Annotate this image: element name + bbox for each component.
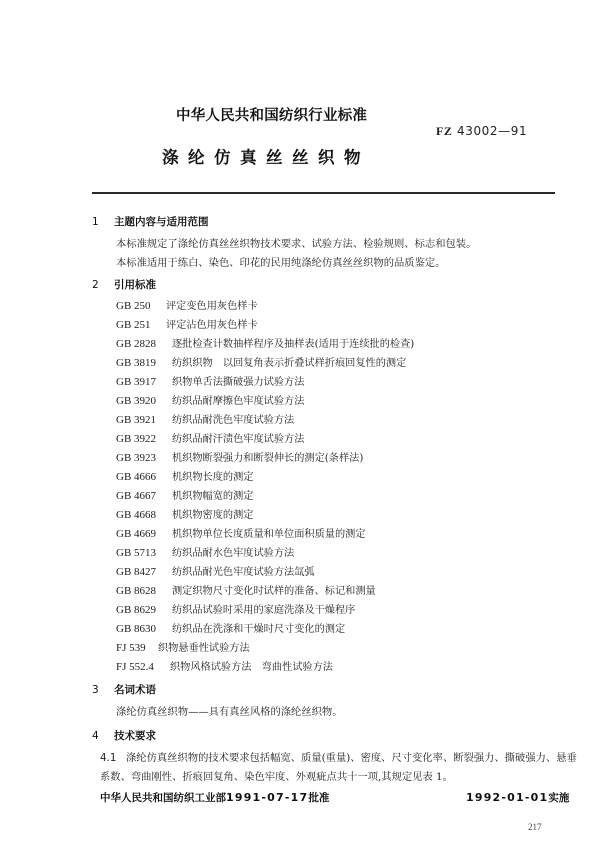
reference-code: GB 3920 xyxy=(116,395,157,407)
section-title: 主题内容与适用范围 xyxy=(114,216,209,228)
reference-title: 机织物长度的测定 xyxy=(172,472,254,483)
reference-item xyxy=(116,468,254,483)
reference-title: 机织物幅宽的测定 xyxy=(172,491,254,502)
reference-title: 测定织物尺寸变化时试样的准备、标记和测量 xyxy=(172,586,376,597)
reference-title: 评定变色用灰色样卡 xyxy=(166,301,258,312)
reference-code: GB 3922 xyxy=(116,433,157,445)
reference-code: FJ 539 xyxy=(116,642,146,654)
implementation-line xyxy=(466,790,569,805)
reference-code: GB 4666 xyxy=(116,471,157,483)
reference-title: 评定沾色用灰色样卡 xyxy=(166,320,258,331)
reference-title: 织物单舌法撕破强力试验方法 xyxy=(172,377,305,388)
reference-item xyxy=(116,563,315,578)
reference-title: 纺织品耐水色牢度试验方法 xyxy=(172,548,295,559)
section-number: 3 xyxy=(92,684,99,696)
reference-code: GB 251 xyxy=(116,319,151,331)
clause-text: 涤纶仿真丝织物的技术要求包括幅宽、质量(重量)、密度、尺寸变化率、断裂强力、撕破强力、悬垂 xyxy=(126,752,577,764)
section-heading-3 xyxy=(92,682,156,697)
reference-code: GB 8629 xyxy=(116,604,157,616)
reference-code: GB 4668 xyxy=(116,509,157,521)
reference-title: 纺织品耐洗色牢度试验方法 xyxy=(172,415,295,426)
reference-item xyxy=(116,582,376,597)
standard-prefix: FZ xyxy=(436,124,453,138)
reference-title: 机织物密度的测定 xyxy=(172,510,254,521)
reference-title: 纺织品耐汗渍色牢度试验方法 xyxy=(172,434,305,445)
document-title: 涤纶仿真丝丝织物 xyxy=(162,148,370,167)
reference-item xyxy=(116,620,345,635)
issuing-organization: 中华人民共和国纺织行业标准 xyxy=(176,108,368,124)
reference-title: 织物悬垂性试验方法 xyxy=(158,643,250,654)
reference-title: 纺织织物 以回复角表示折叠试样折痕回复性的测定 xyxy=(172,358,407,369)
reference-code: GB 8427 xyxy=(116,566,157,578)
reference-item xyxy=(116,506,254,521)
page-number: 217 xyxy=(528,822,542,832)
clause-4-1 xyxy=(100,749,577,764)
reference-item xyxy=(116,525,366,540)
reference-item xyxy=(116,601,355,616)
section-number: 2 xyxy=(92,279,99,291)
approval-label: 批准 xyxy=(308,792,330,804)
reference-code: GB 5713 xyxy=(116,547,157,559)
implementation-date: 1992-01-01 xyxy=(466,791,549,804)
reference-code: GB 2828 xyxy=(116,338,157,350)
reference-code: GB 3921 xyxy=(116,414,157,426)
reference-item xyxy=(116,316,258,331)
approval-date: 1991-07-17 xyxy=(226,791,309,804)
section-number: 4 xyxy=(92,730,99,742)
reference-title: 机织物单位长度质量和单位面积质量的测定 xyxy=(172,529,366,540)
reference-item xyxy=(116,639,250,654)
section-title: 技术要求 xyxy=(114,730,156,742)
reference-item xyxy=(116,430,304,445)
reference-item xyxy=(116,544,294,559)
reference-item xyxy=(116,354,406,369)
paragraph: 本标准适用于练白、染色、印花的民用纯涤纶仿真丝丝织物的品质鉴定。 xyxy=(116,257,446,269)
reference-code: FJ 552.4 xyxy=(116,661,154,673)
reference-code: GB 250 xyxy=(116,300,151,312)
reference-code: GB 8628 xyxy=(116,585,157,597)
standard-number: 43002—91 xyxy=(456,124,528,138)
section-title: 引用标准 xyxy=(114,279,156,291)
reference-title: 纺织品耐光色牢度试验方法氙弧 xyxy=(172,567,315,578)
reference-code: GB 4669 xyxy=(116,528,157,540)
reference-item xyxy=(116,449,363,464)
issuer: 中华人民共和国纺织工业部 xyxy=(100,792,226,804)
paragraph: 涤纶仿真丝织物——具有真丝风格的涤纶丝织物。 xyxy=(116,706,343,718)
section-number: 1 xyxy=(92,216,99,228)
reference-title: 织物风格试验方法 弯曲性试验方法 xyxy=(170,662,333,673)
implementation-label: 实施 xyxy=(548,792,570,804)
clause-4-1-continued: 系数、弯曲刚性、折痕回复角、染色牢度、外观疵点共十一项,其规定见表 1。 xyxy=(100,771,453,783)
clause-number: 4.1 xyxy=(100,752,117,764)
paragraph: 本标准规定了涤纶仿真丝丝织物技术要求、试验方法、检验规则、标志和包装。 xyxy=(116,238,477,250)
reference-item xyxy=(116,411,294,426)
reference-item xyxy=(116,373,304,388)
reference-code: GB 3917 xyxy=(116,376,157,388)
reference-code: GB 3923 xyxy=(116,452,157,464)
reference-item xyxy=(116,487,254,502)
reference-item xyxy=(116,392,304,407)
approval-line xyxy=(100,790,329,805)
section-title: 名词术语 xyxy=(114,684,156,696)
section-heading-2 xyxy=(92,277,156,292)
reference-title: 纺织品耐摩擦色牢度试验方法 xyxy=(172,396,305,407)
reference-title: 纺织品试验时采用的家庭洗涤及干燥程序 xyxy=(172,605,356,616)
reference-code: GB 3819 xyxy=(116,357,157,369)
standard-code xyxy=(436,124,527,139)
section-heading-1 xyxy=(92,214,209,229)
reference-item xyxy=(116,658,333,673)
section-heading-4 xyxy=(92,728,156,743)
reference-code: GB 4667 xyxy=(116,490,157,502)
reference-item xyxy=(116,335,414,350)
reference-title: 逐批检查计数抽样程序及抽样表(适用于连续批的检查) xyxy=(172,339,415,350)
header-divider xyxy=(92,192,555,194)
reference-title: 机织物断裂强力和断裂伸长的测定(条样法) xyxy=(172,453,364,464)
reference-code: GB 8630 xyxy=(116,623,157,635)
reference-title: 纺织品在洗涤和干燥时尺寸变化的测定 xyxy=(172,624,346,635)
reference-item xyxy=(116,297,258,312)
